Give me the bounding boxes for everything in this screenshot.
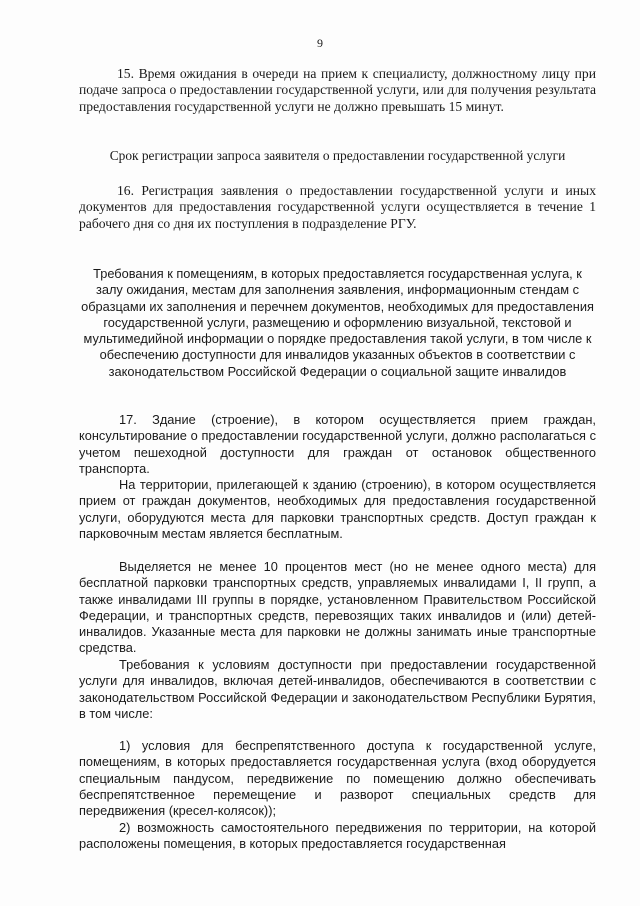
- heading-premises-requirements: Требования к помещениям, в которых предоставляется государственная услуга, к залу ожидания, местам для заполнения заявления, информационным стендам с образцами их заполнения и перечнем документов, необходимых для предоставления государственной услуги, размещению и оформлению визуальной, текстовой и мультимедийной информации о порядке предоставления такой услуги, в том числе к обеспечению доступности для инвалидов указанных объектов в соответствии с законодательством Российской Федерации о социальной защите инвалидов: [81, 266, 594, 379]
- paragraph-territory-parking: На территории, прилегающей к зданию (строению), в котором осуществляется прием от граждан документов, необходимых для предоставления государственной услуги, оборудуются места для парковки транспортных средств. Доступ граждан к парковочным местам является бесплатным.: [79, 477, 596, 541]
- paragraph-16: 16. Регистрация заявления о предоставлении государственной услуги и иных документов для предоставления государственной услуги осуществляется в течение 1 рабочего дня со дня их поступления в подразделение РГУ.: [79, 183, 596, 231]
- list-item-1: 1) условия для беспрепятственного доступа к государственной услуге, помещениям, в которых предоставляется государственная услуга (вход оборудуется специальным пандусом, передвижение по помещению должно обеспечивать беспрепятственное перемещение и разворот специальных средств для передвижения (кресел-колясок));: [79, 738, 596, 819]
- page-number: 9: [317, 36, 323, 50]
- heading-registration-term: Срок регистрации запроса заявителя о предоставлении государственной услуги: [109, 148, 566, 163]
- list-item-2: 2) возможность самостоятельного передвижения по территории, на которой расположены помещения, в которых предоставляется государственная: [79, 820, 596, 852]
- paragraph-accessibility-requirements: Требования к условиям доступности при предоставлении государственной услуги для инвалидов, включая детей-инвалидов, обеспечиваются в соответствии с законодательством Российской Федерации и законодательством Республики Бурятия, в том числе:: [79, 657, 596, 721]
- paragraph-15: 15. Время ожидания в очереди на прием к специалисту, должностному лицу при подаче запроса о предоставлении государственной услуги, или для получения результата предоставления государственной услуги не должно превышать 15 минут.: [79, 66, 596, 114]
- paragraph-17: 17. Здание (строение), в котором осуществляется прием граждан, консультирование о предоставлении государственной услуги, должно располагаться с учетом пешеходной доступности для граждан от остановок общественного транспорта.: [79, 412, 596, 476]
- paragraph-disabled-parking: Выделяется не менее 10 процентов мест (но не менее одного места) для бесплатной парковки транспортных средств, управляемых инвалидами I, II групп, а также инвалидами III группы в порядке, установленном Правительством Российской Федерации, и транспортных средств, перевозящих таких инвалидов и (или) детей-инвалидов. Указанные места для парковки не должны занимать иные транспортные средства.: [79, 559, 596, 656]
